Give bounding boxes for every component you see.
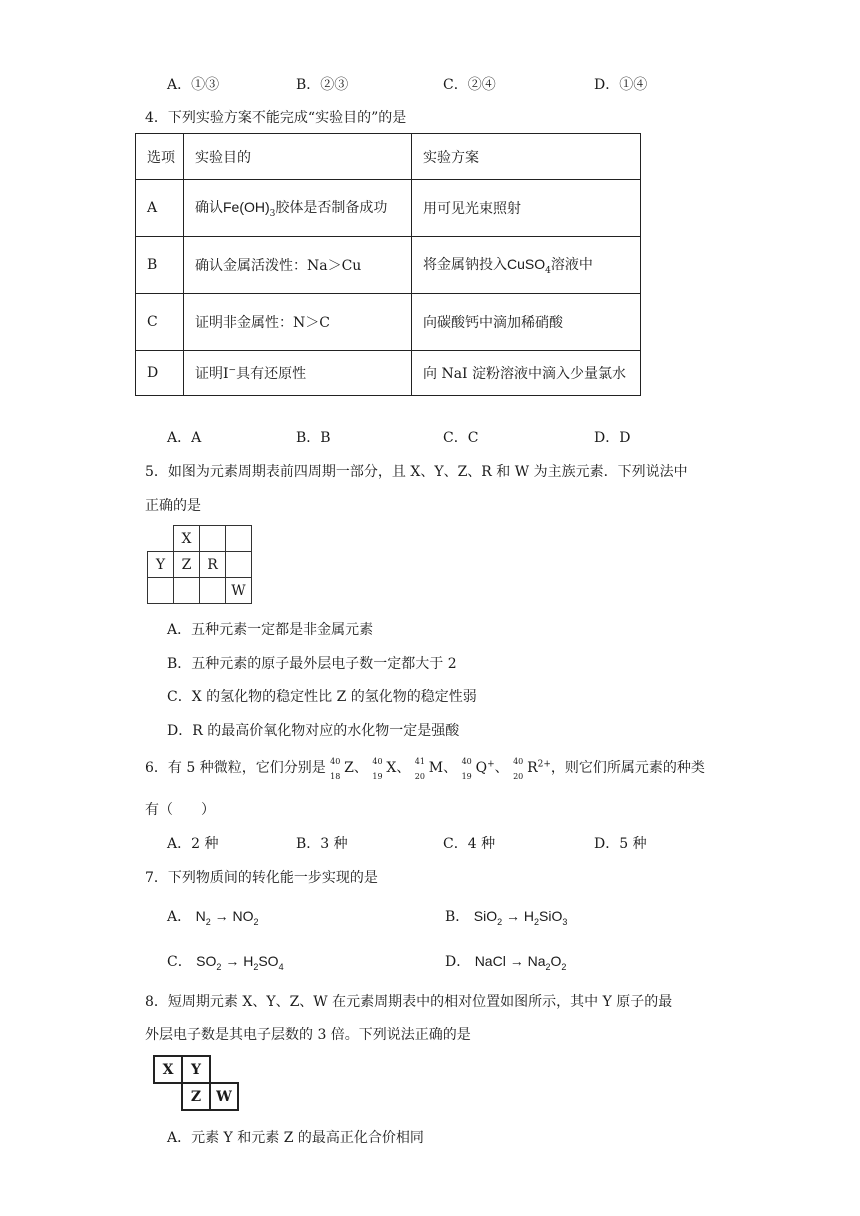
q5-stem-line1: 5．如图为元素周期表前四周期一部分，且 X、Y、Z、R 和 W 为主族元素．下列说法中 xyxy=(145,464,688,480)
grid-cell xyxy=(148,526,174,552)
nuclide: 40 20 xyxy=(513,757,524,781)
table-row xyxy=(136,351,641,396)
q7-option-b: B． $SiO_2 \to H_2SiO_3$ xyxy=(445,908,568,927)
q6-option-c: C．4 种 xyxy=(443,836,496,852)
table-header-row xyxy=(136,134,641,180)
table-row xyxy=(136,237,641,294)
table-row xyxy=(136,180,641,237)
table-cell: 将金属钠投入CuSO$_4$溶液中 xyxy=(412,237,641,294)
q4-stem: 4．下列实验方案不能完成“实验目的”的是 xyxy=(145,110,407,126)
q4-option-c: C．C xyxy=(443,430,479,446)
grid-cell xyxy=(154,1083,182,1110)
nuclide: 40 18 xyxy=(330,757,341,781)
q5-periodic-grid xyxy=(147,525,252,604)
q8-option-a: A．元素 Y 和元素 Z 的最高正化合价相同 xyxy=(167,1130,424,1146)
q4-option-a: A．A xyxy=(167,430,202,446)
table-cell: 向碳酸钙中滴加稀硝酸 xyxy=(412,294,641,351)
q3-option-d: D．①④ xyxy=(594,77,648,93)
table-cell: A xyxy=(136,180,184,237)
table-cell: B xyxy=(136,237,184,294)
q6-option-a: A．2 种 xyxy=(167,836,219,852)
nuclide: 41 20 xyxy=(414,757,425,781)
grid-cell: W xyxy=(226,578,252,604)
q3-option-a: A．①③ xyxy=(167,77,220,93)
grid-cell: Z xyxy=(174,552,200,578)
q7-option-c: C． $SO_2 \to H_2SO_4$ xyxy=(167,953,284,972)
grid-cell: W xyxy=(210,1083,238,1110)
grid-cell: Y xyxy=(148,552,174,578)
q6-stem: 6．有 5 种微粒，它们分别是 40 18 Z、 40 19 X、 41 20 M、 40 19 Q+、 40 20 $R^{2+}$，则它们所属元素的种类 xyxy=(145,757,705,781)
q8-periodic-grid xyxy=(153,1055,239,1111)
table-cell: 确认$Fe(OH)_3$胶体是否制备成功 xyxy=(184,180,412,237)
grid-cell: X xyxy=(154,1056,182,1083)
table-row xyxy=(136,294,641,351)
q5-stem-line2: 正确的是 xyxy=(145,498,201,514)
table-cell: 用可见光束照射 xyxy=(412,180,641,237)
q5-option-d: D．R 的最高价氧化物对应的水化物一定是强酸 xyxy=(167,723,460,739)
grid-cell xyxy=(210,1056,238,1083)
q3-option-c: C．②④ xyxy=(443,77,496,93)
q4-option-b: B．B xyxy=(296,430,331,446)
grid-cell xyxy=(226,526,252,552)
table-cell: C xyxy=(136,294,184,351)
q8-stem-line2: 外层电子数是其电子层数的 3 倍。下列说法正确的是 xyxy=(145,1027,471,1043)
grid-cell: X xyxy=(174,526,200,552)
q6-option-d: D．5 种 xyxy=(594,836,647,852)
q3-option-b: B．②③ xyxy=(296,77,349,93)
q4-option-d: D．D xyxy=(594,430,631,446)
table-cell: 证明I−具有还原性 xyxy=(184,351,412,396)
table-cell: D xyxy=(136,351,184,396)
q7-stem: 7．下列物质间的转化能一步实现的是 xyxy=(145,870,378,886)
q6-option-b: B．3 种 xyxy=(296,836,348,852)
grid-cell: Y xyxy=(182,1056,210,1083)
grid-cell: R xyxy=(200,552,226,578)
q5-option-b: B．五种元素的原子最外层电子数一定都大于 2 xyxy=(167,656,457,672)
grid-cell xyxy=(200,578,226,604)
table-cell: 证明非金属性：N＞C xyxy=(184,294,412,351)
q4-table xyxy=(135,133,641,396)
nuclide: 40 19 xyxy=(461,757,472,781)
grid-cell xyxy=(148,578,174,604)
nuclide: 40 19 xyxy=(372,757,383,781)
grid-cell xyxy=(226,552,252,578)
q8-stem-line1: 8．短周期元素 X、Y、Z、W 在元素周期表中的相对位置如图所示，其中 Y 原子的最 xyxy=(145,994,673,1010)
q7-option-d: D． NaCl → $Na_2O_2$ xyxy=(445,953,567,972)
table-header: 实验方案 xyxy=(412,134,641,180)
table-header: 选项 xyxy=(136,134,184,180)
grid-cell xyxy=(200,526,226,552)
table-cell: 确认金属活泼性：Na＞Cu xyxy=(184,237,412,294)
table-cell: 向 NaI 淀粉溶液中滴入少量氯水 xyxy=(412,351,641,396)
q6-stem-line2: 有（ ） xyxy=(145,802,215,818)
grid-cell: Z xyxy=(182,1083,210,1110)
q5-option-a: A．五种元素一定都是非金属元素 xyxy=(167,622,374,638)
q7-option-a: A． $N_2 \to NO_2$ xyxy=(167,908,259,927)
table-header: 实验目的 xyxy=(184,134,412,180)
q5-option-c: C．X 的氢化物的稳定性比 Z 的氢化物的稳定性弱 xyxy=(167,689,477,705)
grid-cell xyxy=(174,578,200,604)
